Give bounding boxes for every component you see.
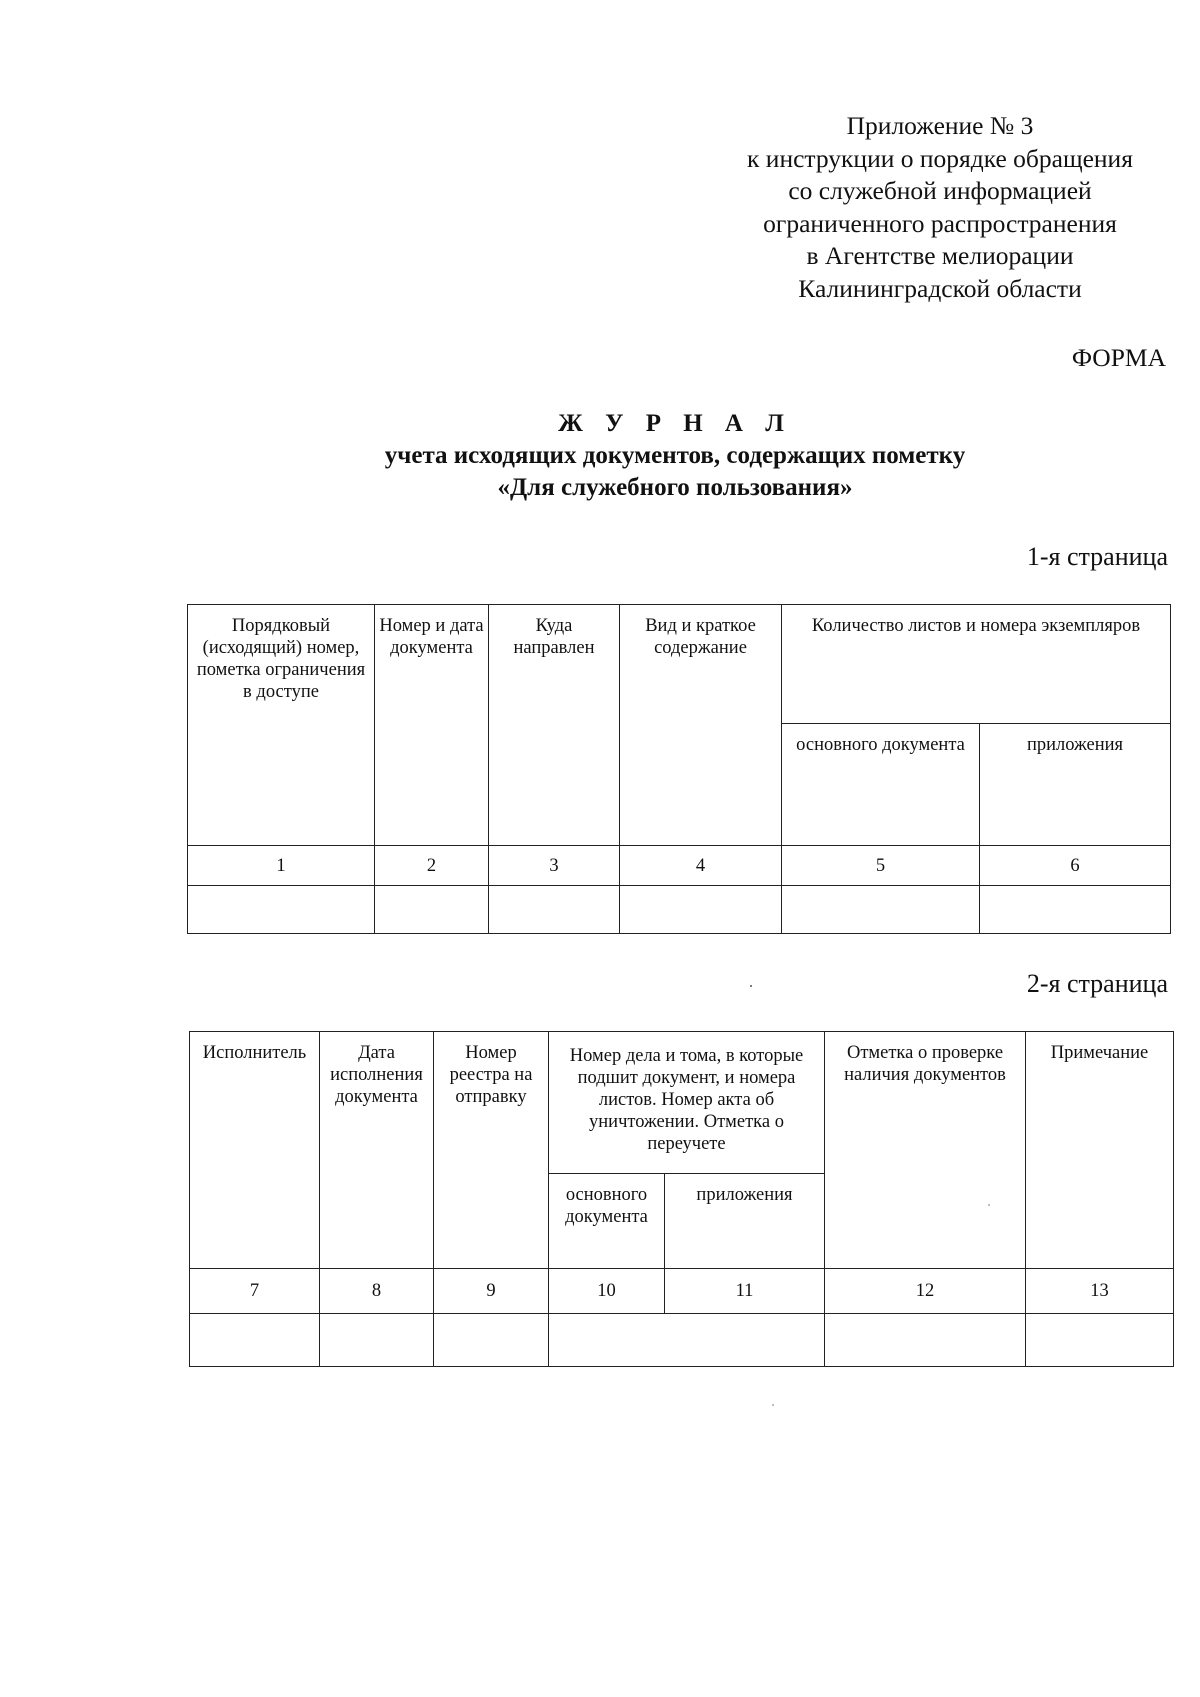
empty-cell bbox=[620, 886, 782, 934]
header-col11: приложения bbox=[665, 1174, 825, 1269]
form-label: ФОРМА bbox=[1071, 343, 1166, 372]
title-line-subject: учета исходящих документов, содержащих пометку bbox=[384, 442, 966, 469]
empty-cell bbox=[825, 1314, 1026, 1367]
header-col8: Дата исполнения документа bbox=[320, 1032, 434, 1269]
page2-table bbox=[189, 1031, 1174, 1367]
header-col12: Отметка о проверке наличия документов bbox=[825, 1032, 1026, 1269]
header-col2: Номер и дата документа bbox=[375, 605, 489, 846]
empty-cell bbox=[980, 886, 1171, 934]
column-number: 7 bbox=[190, 1269, 320, 1314]
header-group-case: Номер дела и тома, в которые подшит документ, и номера листов. Номер акта об уничтожении. Отметка о переучете bbox=[549, 1032, 825, 1174]
appendix-line: ограниченного распространения bbox=[763, 208, 1117, 238]
header-col3: Куда направлен bbox=[489, 605, 620, 846]
empty-cell bbox=[434, 1314, 549, 1367]
appendix-line: со служебной информацией bbox=[788, 176, 1092, 205]
column-number: 6 bbox=[980, 846, 1171, 886]
table-row bbox=[190, 1314, 1174, 1367]
empty-cell bbox=[375, 886, 489, 934]
header-col4: Вид и краткое содержание bbox=[620, 605, 782, 846]
column-number: 1 bbox=[188, 846, 375, 886]
appendix-line: Приложение № 3 bbox=[846, 111, 1034, 140]
header-col7: Исполнитель bbox=[190, 1032, 320, 1269]
empty-cell bbox=[1026, 1314, 1174, 1367]
title-line-marking: «Для служебного пользования» bbox=[497, 474, 853, 501]
page1-label: 1-я страница bbox=[1026, 542, 1168, 571]
appendix-heading bbox=[700, 110, 1180, 305]
header-col9: Номер реестра на отправку bbox=[434, 1032, 549, 1269]
column-number: 10 bbox=[549, 1269, 665, 1314]
title-line-journal: Ж У Р Н А Л bbox=[558, 410, 792, 437]
scan-speck bbox=[988, 1204, 990, 1206]
appendix-line: к инструкции о порядке обращения bbox=[747, 143, 1133, 173]
column-number: 4 bbox=[620, 846, 782, 886]
scan-speck bbox=[772, 1404, 774, 1406]
empty-cell bbox=[549, 1314, 825, 1367]
table-row bbox=[188, 886, 1171, 934]
header-col1: Порядковый (исходящий) номер, пометка ограничения в доступе bbox=[188, 605, 375, 846]
page2-label: 2-я страница bbox=[1026, 969, 1168, 998]
header-col6: приложения bbox=[980, 724, 1171, 846]
header-col5: основного документа bbox=[782, 724, 980, 846]
page1-table bbox=[187, 604, 1171, 934]
header-col13: Примечание bbox=[1026, 1032, 1174, 1269]
journal-title bbox=[160, 408, 1190, 504]
empty-cell bbox=[190, 1314, 320, 1367]
column-number: 3 bbox=[489, 846, 620, 886]
empty-cell bbox=[489, 886, 620, 934]
column-number: 12 bbox=[825, 1269, 1026, 1314]
column-number: 2 bbox=[375, 846, 489, 886]
column-number: 9 bbox=[434, 1269, 549, 1314]
appendix-line: Калининградской области bbox=[798, 273, 1082, 303]
header-group-sheets: Количество листов и номера экземпляров bbox=[782, 605, 1171, 724]
header-col10: основного документа bbox=[549, 1174, 665, 1269]
empty-cell bbox=[188, 886, 375, 934]
column-number: 5 bbox=[782, 846, 980, 886]
column-number: 8 bbox=[320, 1269, 434, 1314]
empty-cell bbox=[320, 1314, 434, 1367]
scan-speck bbox=[750, 985, 752, 987]
empty-cell bbox=[782, 886, 980, 934]
column-number: 11 bbox=[665, 1269, 825, 1314]
column-number: 13 bbox=[1026, 1269, 1174, 1314]
appendix-line: в Агентстве мелиорации bbox=[806, 241, 1074, 270]
